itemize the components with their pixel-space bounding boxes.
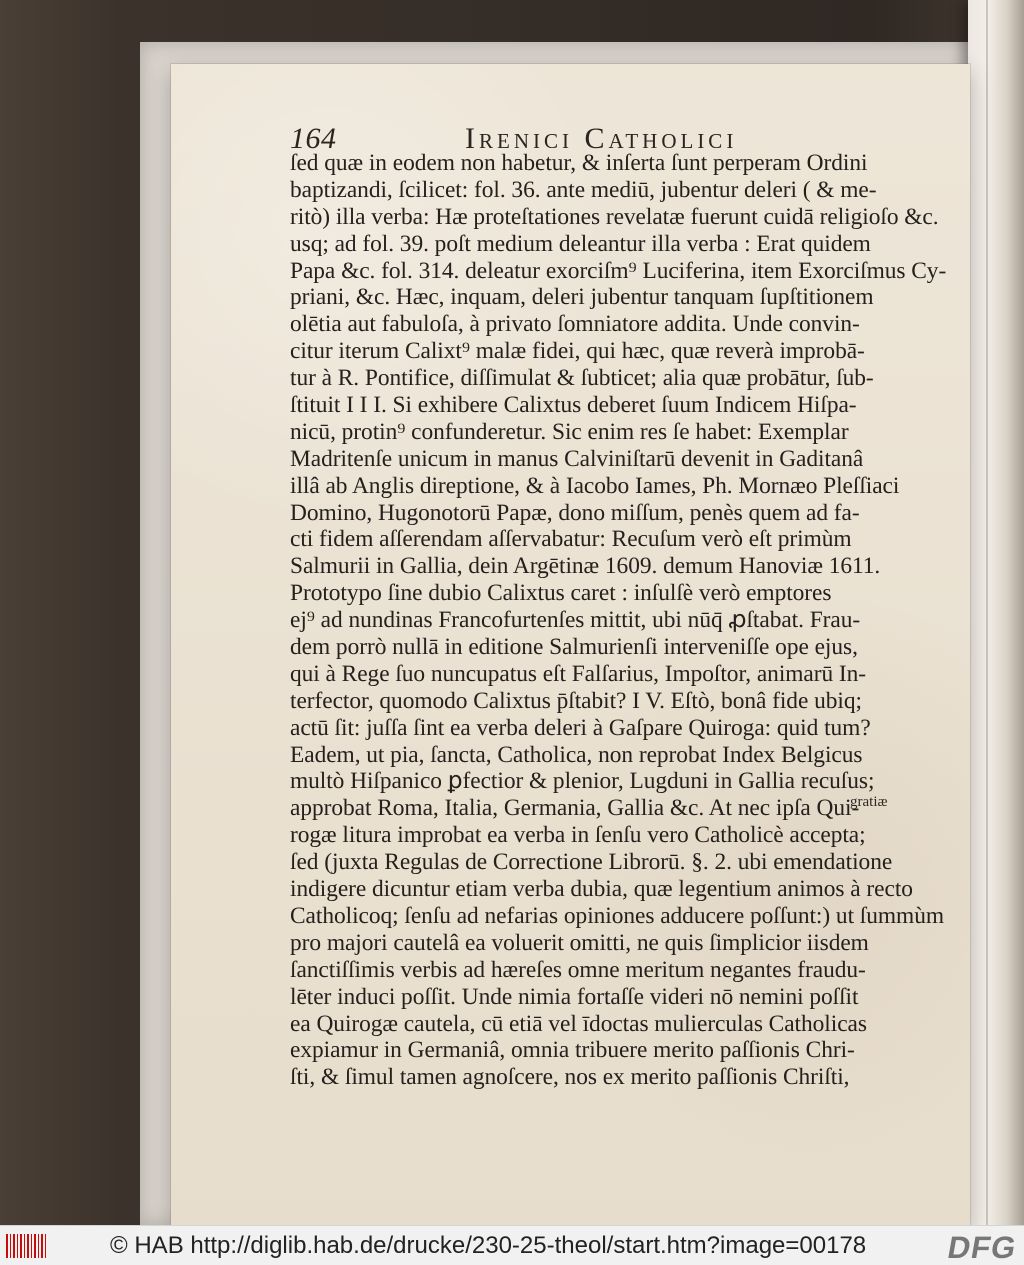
text-line: citur iterum Calixt⁹ malæ fidei, qui hæc, quæ reverà improbā-	[290, 338, 865, 365]
text-line: ritò) illa verba: Hæ proteſtationes revelatæ fuerunt cuidā religioſo &c.	[290, 203, 939, 230]
text-line: Papa &c. fol. 314. deleatur exorciſm⁹ Luciferina, item Exorciſmus Cy-	[290, 257, 947, 284]
text-line: indigere dicuntur etiam verba dubia, quæ legentium animos à recto	[290, 876, 913, 903]
text-line: Domino, Hugonotorū Papæ, dono miſſum, penès quem ad fa-	[290, 499, 860, 526]
text-line: ea Quirogæ cautela, cū etiā vel īdoctas mulierculas Catholicas	[290, 1010, 867, 1037]
page-number: 164	[290, 122, 337, 155]
dfg-logo: DFG	[944, 1230, 1020, 1265]
page-edge	[968, 0, 1024, 1225]
text-line: priani, &c. Hæc, inquam, deleri jubentur tanquam ſupſtitionem	[290, 284, 874, 311]
text-line: olētia aut fabuloſa, à privato ſomniatore addita. Unde convin-	[290, 311, 860, 338]
text-line: qui à Rege ſuo nuncupatus eſt Falſarius, Impoſtor, animarū In-	[290, 660, 867, 687]
barcode-icon	[6, 1234, 46, 1258]
text-line: baptizandi, ſcilicet: fol. 36. ante mediū, jubentur deleri ( & me-	[290, 176, 877, 203]
text-line: ſanctiſſimis verbis ad hæreſes omne meritum negantes fraudu-	[290, 956, 866, 983]
text-line: nicū, protin⁹ confunderetur. Sic enim res ſe habet: Exemplar	[290, 418, 849, 445]
text-line: ſti, & ſimul tamen agnoſcere, nos ex merito paſſionis Chriſti,	[290, 1064, 850, 1091]
text-line: usq; ad fol. 39. poſt medium deleantur illa verba : Erat quidem	[290, 230, 871, 257]
text-line: ſed quæ in eodem non habetur, & inſerta ſunt perperam Ordini	[290, 150, 868, 176]
text-line: multò Hiſpanico ꝑfectior & plenior, Lugduni in Gallia recuſus;	[290, 768, 875, 795]
text-line: Catholicoq; ſenſu ad nefarias opiniones adducere poſſunt:) ut ſummùm	[290, 902, 944, 929]
text-line: cti fidem aſſerendam aſſervabatur: Recuſum verò eſt primùm	[290, 526, 852, 553]
text-line: approbat Roma, Italia, Germania, Gallia &c. At nec ipſa Qui-	[290, 795, 860, 822]
text-line: expiamur in Germaniâ, omnia tribuere merito paſſionis Chri-	[290, 1037, 855, 1064]
text-line: terfector, quomodo Calixtus p̄ſtabit? I V. Eſtò, bonâ fide ubiq;	[290, 687, 862, 714]
text-line: lēter induci poſſit. Unde nimia fortaſſe videri nō nemini poſſit	[290, 983, 859, 1010]
text-line: illâ ab Anglis direptione, & à Iacobo Iames, Ph. Mornæo Pleſſiaci	[290, 472, 900, 499]
text-line: rogæ litura improbat ea verba in ſenſu vero Catholicè accepta;	[290, 822, 866, 849]
text-line: Prototypo ſine dubio Calixtus caret : inſulſè verò emptores	[290, 580, 832, 607]
page-text	[290, 150, 947, 1091]
text-line: Madritenſe unicum in manus Calviniſtarū devenit in Gaditanâ	[290, 445, 864, 472]
text-line: Eadem, ut pia, ſancta, Catholica, non reprobat Index Belgicus	[290, 741, 863, 768]
text-line: ſed (juxta Regulas de Correctione Librorū. §. 2. ubi emendatione	[290, 849, 893, 876]
text-line: ſtituit I I I. Si exhibere Calixtus deberet ſuum Indicem Hiſpa-	[290, 392, 857, 419]
text-line: pro majori cautelâ ea voluerit omitti, ne quis ſimplicior iisdem	[290, 929, 869, 956]
viewer-footer	[0, 1225, 1024, 1265]
text-line: actū ſit: juſſa ſint ea verba deleri à Gaſpare Quiroga: quid tum?	[290, 714, 871, 741]
text-line: tur à R. Pontifice, diſſimulat & ſubticet; alia quæ probātur, ſub-	[290, 365, 874, 392]
running-head: Irenici Catholici	[465, 122, 738, 155]
source-url: © HAB http://diglib.hab.de/drucke/230-25-theol/start.htm?image=00178	[110, 1232, 867, 1259]
text-line: dem porrò nullā in editione Salmurienſi interveniſſe ope ejus,	[290, 634, 858, 661]
text-line: ej⁹ ad nundinas Francofurtenſes mittit, ubi nūq̄ ꝓſtabat. Frau-	[290, 607, 861, 634]
catchword: gratiæ	[850, 794, 888, 810]
text-line: Salmurii in Gallia, dein Argētinæ 1609. demum Hanoviæ 1611.	[290, 553, 881, 580]
